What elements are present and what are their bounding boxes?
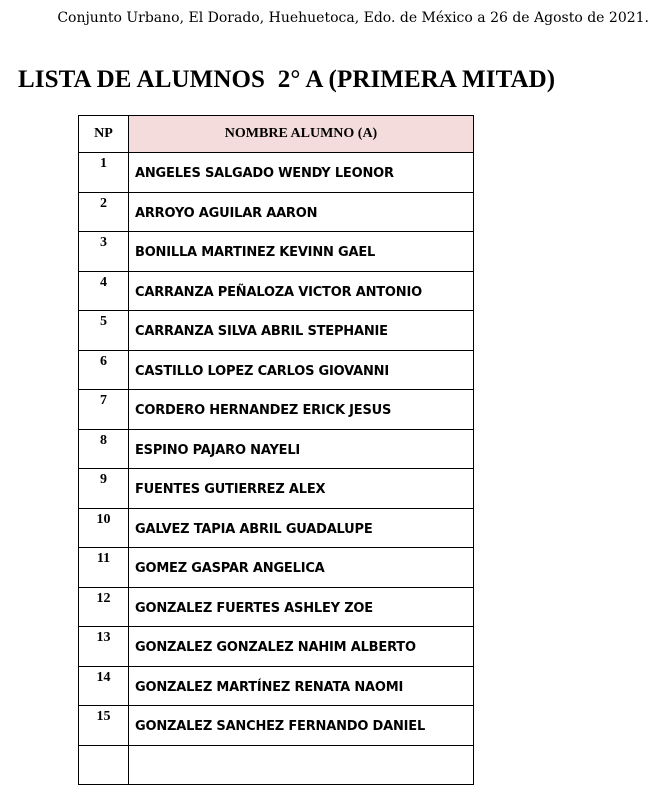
column-header-student-name: NOMBRE ALUMNO (A) — [129, 116, 474, 153]
table-row — [79, 192, 474, 232]
row-number: 8 — [79, 429, 129, 469]
student-name: FUENTES GUTIERREZ ALEX — [129, 469, 474, 509]
student-name: GALVEZ TAPIA ABRIL GUADALUPE — [129, 508, 474, 548]
row-number: 14 — [79, 666, 129, 706]
table-row — [79, 666, 474, 706]
table-row — [79, 390, 474, 430]
student-name: GONZALEZ FUERTES ASHLEY ZOE — [129, 587, 474, 627]
place-date-line: Conjunto Urbano, El Dorado, Huehuetoca, Edo. de México a 26 de Agosto de 2021. — [57, 10, 649, 26]
student-name: CASTILLO LOPEZ CARLOS GIOVANNI — [129, 350, 474, 390]
student-name: CARRANZA PEÑALOZA VICTOR ANTONIO — [129, 271, 474, 311]
table-row — [79, 311, 474, 351]
row-number: 9 — [79, 469, 129, 509]
student-list-table — [78, 115, 474, 785]
column-header-np: NP — [79, 116, 129, 153]
row-number: 13 — [79, 627, 129, 667]
table-row — [79, 627, 474, 667]
table-row — [79, 548, 474, 588]
student-name: CARRANZA SILVA ABRIL STEPHANIE — [129, 311, 474, 351]
row-number: 10 — [79, 508, 129, 548]
row-number: 4 — [79, 271, 129, 311]
table-row — [79, 508, 474, 548]
student-name: ESPINO PAJARO NAYELI — [129, 429, 474, 469]
row-number: 12 — [79, 587, 129, 627]
student-name: CORDERO HERNANDEZ ERICK JESUS — [129, 390, 474, 430]
row-number — [79, 745, 129, 785]
row-number: 5 — [79, 311, 129, 351]
table-row — [79, 745, 474, 785]
student-name: BONILLA MARTINEZ KEVINN GAEL — [129, 232, 474, 272]
table-row — [79, 350, 474, 390]
table-header-row — [79, 116, 474, 153]
student-name: GONZALEZ MARTÍNEZ RENATA NAOMI — [129, 666, 474, 706]
row-number: 15 — [79, 706, 129, 746]
table-row — [79, 706, 474, 746]
student-name: ARROYO AGUILAR AARON — [129, 192, 474, 232]
table-row — [79, 232, 474, 272]
student-name: GONZALEZ GONZALEZ NAHIM ALBERTO — [129, 627, 474, 667]
student-name: GONZALEZ SANCHEZ FERNANDO DANIEL — [129, 706, 474, 746]
table-row — [79, 429, 474, 469]
row-number: 2 — [79, 192, 129, 232]
student-name: ANGELES SALGADO WENDY LEONOR — [129, 153, 474, 193]
table-row — [79, 271, 474, 311]
table-row — [79, 153, 474, 193]
row-number: 1 — [79, 153, 129, 193]
row-number: 3 — [79, 232, 129, 272]
table-body — [79, 153, 474, 785]
row-number: 7 — [79, 390, 129, 430]
row-number: 6 — [79, 350, 129, 390]
student-name — [129, 745, 474, 785]
document-title: LISTA DE ALUMNOS 2° A (PRIMERA MITAD) — [18, 66, 556, 93]
row-number: 11 — [79, 548, 129, 588]
table-row — [79, 587, 474, 627]
student-name: GOMEZ GASPAR ANGELICA — [129, 548, 474, 588]
table-row — [79, 469, 474, 509]
table-header — [79, 116, 474, 153]
